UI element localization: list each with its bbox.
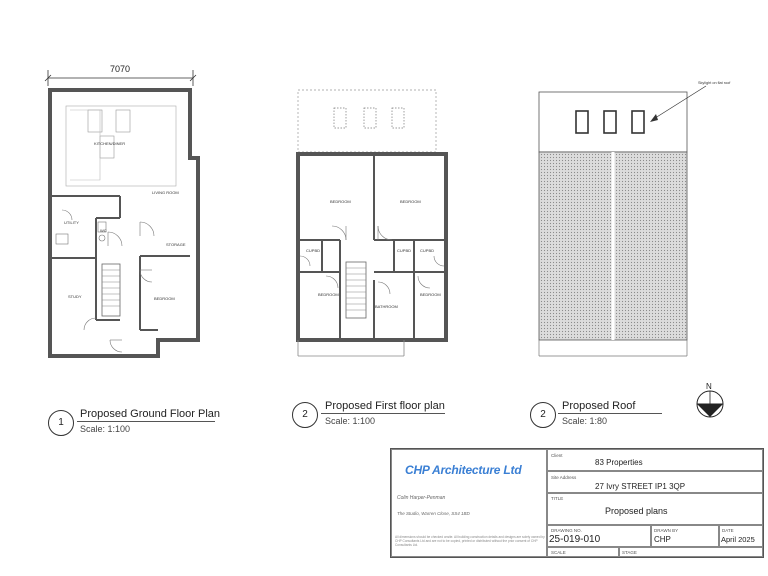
drawn-by-label: DRAWN BY <box>654 528 679 533</box>
ground-floor-plan <box>45 64 198 356</box>
view-scale: Scale: 1:100 <box>325 416 376 426</box>
room-label: BEDROOM <box>330 199 351 204</box>
dimension-label: 7070 <box>109 64 131 74</box>
view-scale: Scale: 1:100 <box>80 424 131 434</box>
room-label: STUDY <box>68 294 82 299</box>
room-label: CUPBD <box>397 248 412 253</box>
stage-label: STAGE <box>622 550 637 555</box>
roof-plan <box>539 86 706 356</box>
view-title: Proposed Roof <box>562 400 636 412</box>
room-label: BEDROOM <box>400 199 421 204</box>
first-floor-plan <box>298 90 446 356</box>
room-label: STORAGE <box>166 242 186 247</box>
scale-label: SCALE <box>551 550 566 555</box>
ground-floor-room-labels <box>64 141 186 301</box>
firm-contact: Colin Harper-Penman <box>397 495 446 501</box>
drawing-no-value: 25-019-010 <box>549 534 601 545</box>
room-label: CUPBD <box>306 248 321 253</box>
room-label: WC <box>100 228 107 233</box>
date-label: DATE <box>722 528 734 533</box>
firm-name: CHP Architecture Ltd <box>405 463 522 477</box>
view-title: Proposed Ground Floor Plan <box>80 408 221 420</box>
date-value: April 2025 <box>721 535 755 544</box>
room-label: UTILITY <box>64 220 79 225</box>
drawing-no-label: DRAWING NO. <box>551 528 582 533</box>
view-scale: Scale: 1:80 <box>562 416 608 426</box>
client-label: Client <box>551 453 563 458</box>
room-label: BATHROOM <box>375 304 398 309</box>
title-block <box>390 448 764 558</box>
title-label: TITLE <box>551 496 564 501</box>
drawing-title: Proposed plans <box>605 506 668 516</box>
room-label: LIVING ROOM <box>152 190 179 195</box>
view-number: 2 <box>530 402 556 428</box>
view-number: 1 <box>48 410 74 436</box>
site-label: Site Address <box>551 475 577 480</box>
room-label: KITCHEN/DINER <box>94 141 126 146</box>
room-label: BEDROOM <box>318 292 339 297</box>
room-label: BEDROOM <box>154 296 175 301</box>
view-number: 2 <box>292 402 318 428</box>
firm-address: The Studio, Warren Close, SS4 1BD <box>397 511 470 516</box>
site-value: 27 Ivry STREET IP1 3QP <box>595 482 686 491</box>
drawn-by-value: CHP <box>654 535 671 544</box>
room-label: CUPBD <box>420 248 435 253</box>
view-title: Proposed First floor plan <box>325 400 445 412</box>
disclaimer: All dimensions should be checked onsite. All building construction details and designs are solely owned by CHP Consultants Ltd and are not to be copied, printed or distributed without the prior consent of CHP Consultants Ltd. <box>395 535 545 547</box>
room-label: BEDROOM <box>420 292 441 297</box>
north-label: N <box>706 382 712 391</box>
roof-annotation: Skylight on flat roof <box>698 81 731 85</box>
north-arrow-icon <box>697 391 723 417</box>
client-value: 83 Properties <box>595 458 643 467</box>
